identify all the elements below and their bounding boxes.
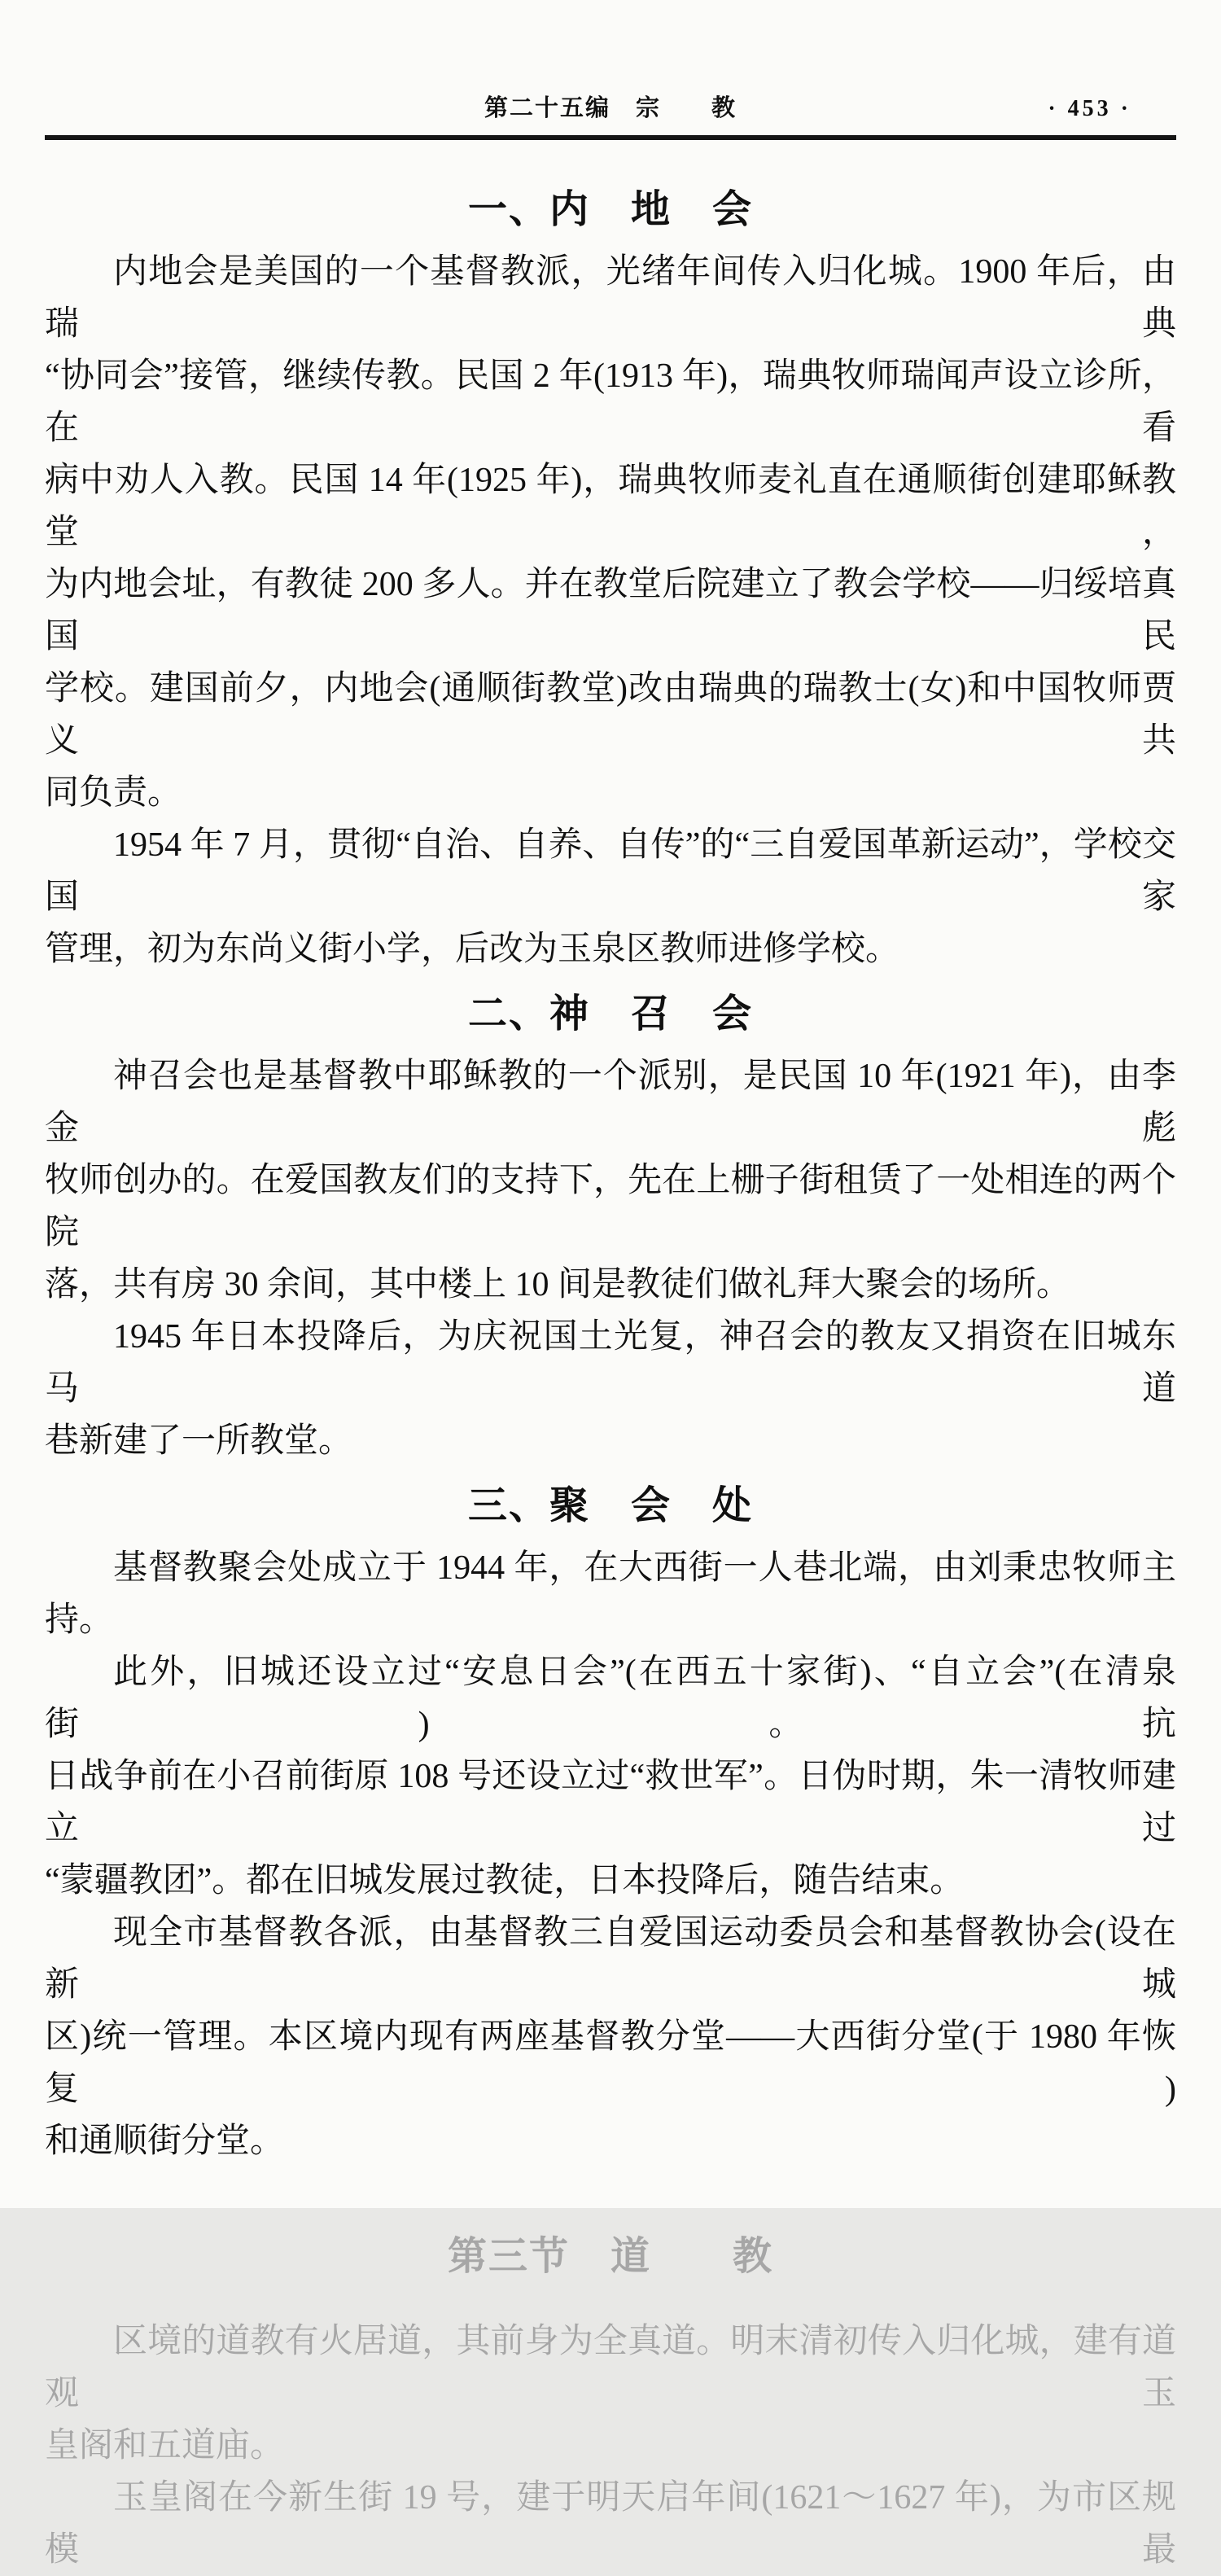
text-line: 和通顺街分堂。 (45, 2123, 285, 2160)
paragraph (45, 1311, 1176, 1467)
text-line: 巷新建了一所教堂。 (45, 1422, 353, 1460)
text-line: 皇阁和五道庙。 (45, 2427, 285, 2464)
text-line: 区)统一管理。本区境内现有两座基督教分堂——大西街分堂(于 1980 年恢复) (45, 2018, 1176, 2108)
faded-section-content (0, 2208, 1221, 2576)
paragraph (45, 2472, 1176, 2576)
paragraph (45, 819, 1176, 975)
text-line: 1954 年 7 月，贯彻“自治、自养、自传”的“三自爱国革新运动”，学校交国家 (45, 826, 1176, 916)
paragraph (45, 246, 1176, 819)
section-heading: 二、神 召 会 (467, 992, 753, 1036)
chapter-title: 第二十五编 宗 教 (484, 95, 737, 121)
paragraph (45, 1542, 1176, 1646)
text-line: 神召会也是基督教中耶稣教的一个派别，是民国 10 年(1921 年)，由李金彪 (45, 1058, 1176, 1147)
section-heading: 三、聚 会 处 (467, 1484, 753, 1527)
section-heading: 一、内 地 会 (467, 188, 753, 231)
text-line: 为内地会址，有教徒 200 多人。并在教堂后院建立了教会学校——归绥培真国民 (45, 566, 1176, 655)
paragraph (45, 2315, 1176, 2472)
text-line: 现全市基督教各派，由基督教三自爱国运动委员会和基督教协会(设在新城 (45, 1914, 1176, 2004)
section-heading: 第三节 道 教 (447, 2235, 773, 2278)
text-line: “蒙疆教团”。都在旧城发展过教徒，日本投降后，随告结束。 (45, 1862, 965, 1899)
text-line: 日战争前在小召前街原 108 号还设立过“救世军”。日伪时期，朱一清牧师建立过 (45, 1758, 1176, 1847)
text-line: 病中劝人入教。民国 14 年(1925 年)，瑞典牧师麦礼直在通顺街创建耶稣教堂， (45, 462, 1176, 551)
text-line: 内地会是美国的一个基督教派，光绪年间传入归化城。1900 年后，由瑞典 (45, 253, 1176, 343)
body-text (45, 187, 1176, 2167)
text-line: 管理，初为东尚义街小学，后改为玉泉区教师进修学校。 (45, 931, 900, 968)
faded-body-text (45, 2315, 1176, 2576)
text-line: 落，共有房 30 余间，其中楼上 10 间是教徒们做礼拜大聚会的场所。 (45, 1266, 1071, 1303)
text-line: 牧师创办的。在爱国教友们的支持下，先在上栅子街租赁了一处相连的两个院 (45, 1162, 1176, 1251)
paragraph (45, 1050, 1176, 1311)
faded-next-section (0, 2208, 1221, 2576)
text-line: 同负责。 (45, 774, 182, 812)
text-line: 学校。建国前夕，内地会(通顺街教堂)改由瑞典的瑞教士(女)和中国牧师贾义共 (45, 670, 1176, 760)
text-line: 基督教聚会处成立于 1944 年，在大西街一人巷北端，由刘秉忠牧师主持。 (45, 1549, 1176, 1639)
text-line: 1945 年日本投降后，为庆祝国土光复，神召会的教友又捐资在旧城东马道 (45, 1318, 1176, 1408)
header-rule (45, 135, 1176, 140)
running-header (45, 94, 1176, 122)
paragraph (45, 1646, 1176, 1907)
text-line: 区境的道教有火居道，其前身为全真道。明末清初传入归化城，建有道观玉 (45, 2323, 1176, 2412)
page-number: · 453 · (1048, 96, 1131, 121)
text-line: 此外，旧城还设立过“安息日会”(在西五十家街)、“自立会”(在清泉街)。抗 (45, 1654, 1176, 1743)
text-line: “协同会”接管，继续传教。民国 2 年(1913 年)，瑞典牧师瑞闻声设立诊所，在看 (45, 357, 1176, 447)
text-line: 玉皇阁在今新生街 19 号，建于明天启年间(1621～1627 年)，为市区规模最 (45, 2479, 1176, 2569)
paragraph (45, 1907, 1176, 2167)
